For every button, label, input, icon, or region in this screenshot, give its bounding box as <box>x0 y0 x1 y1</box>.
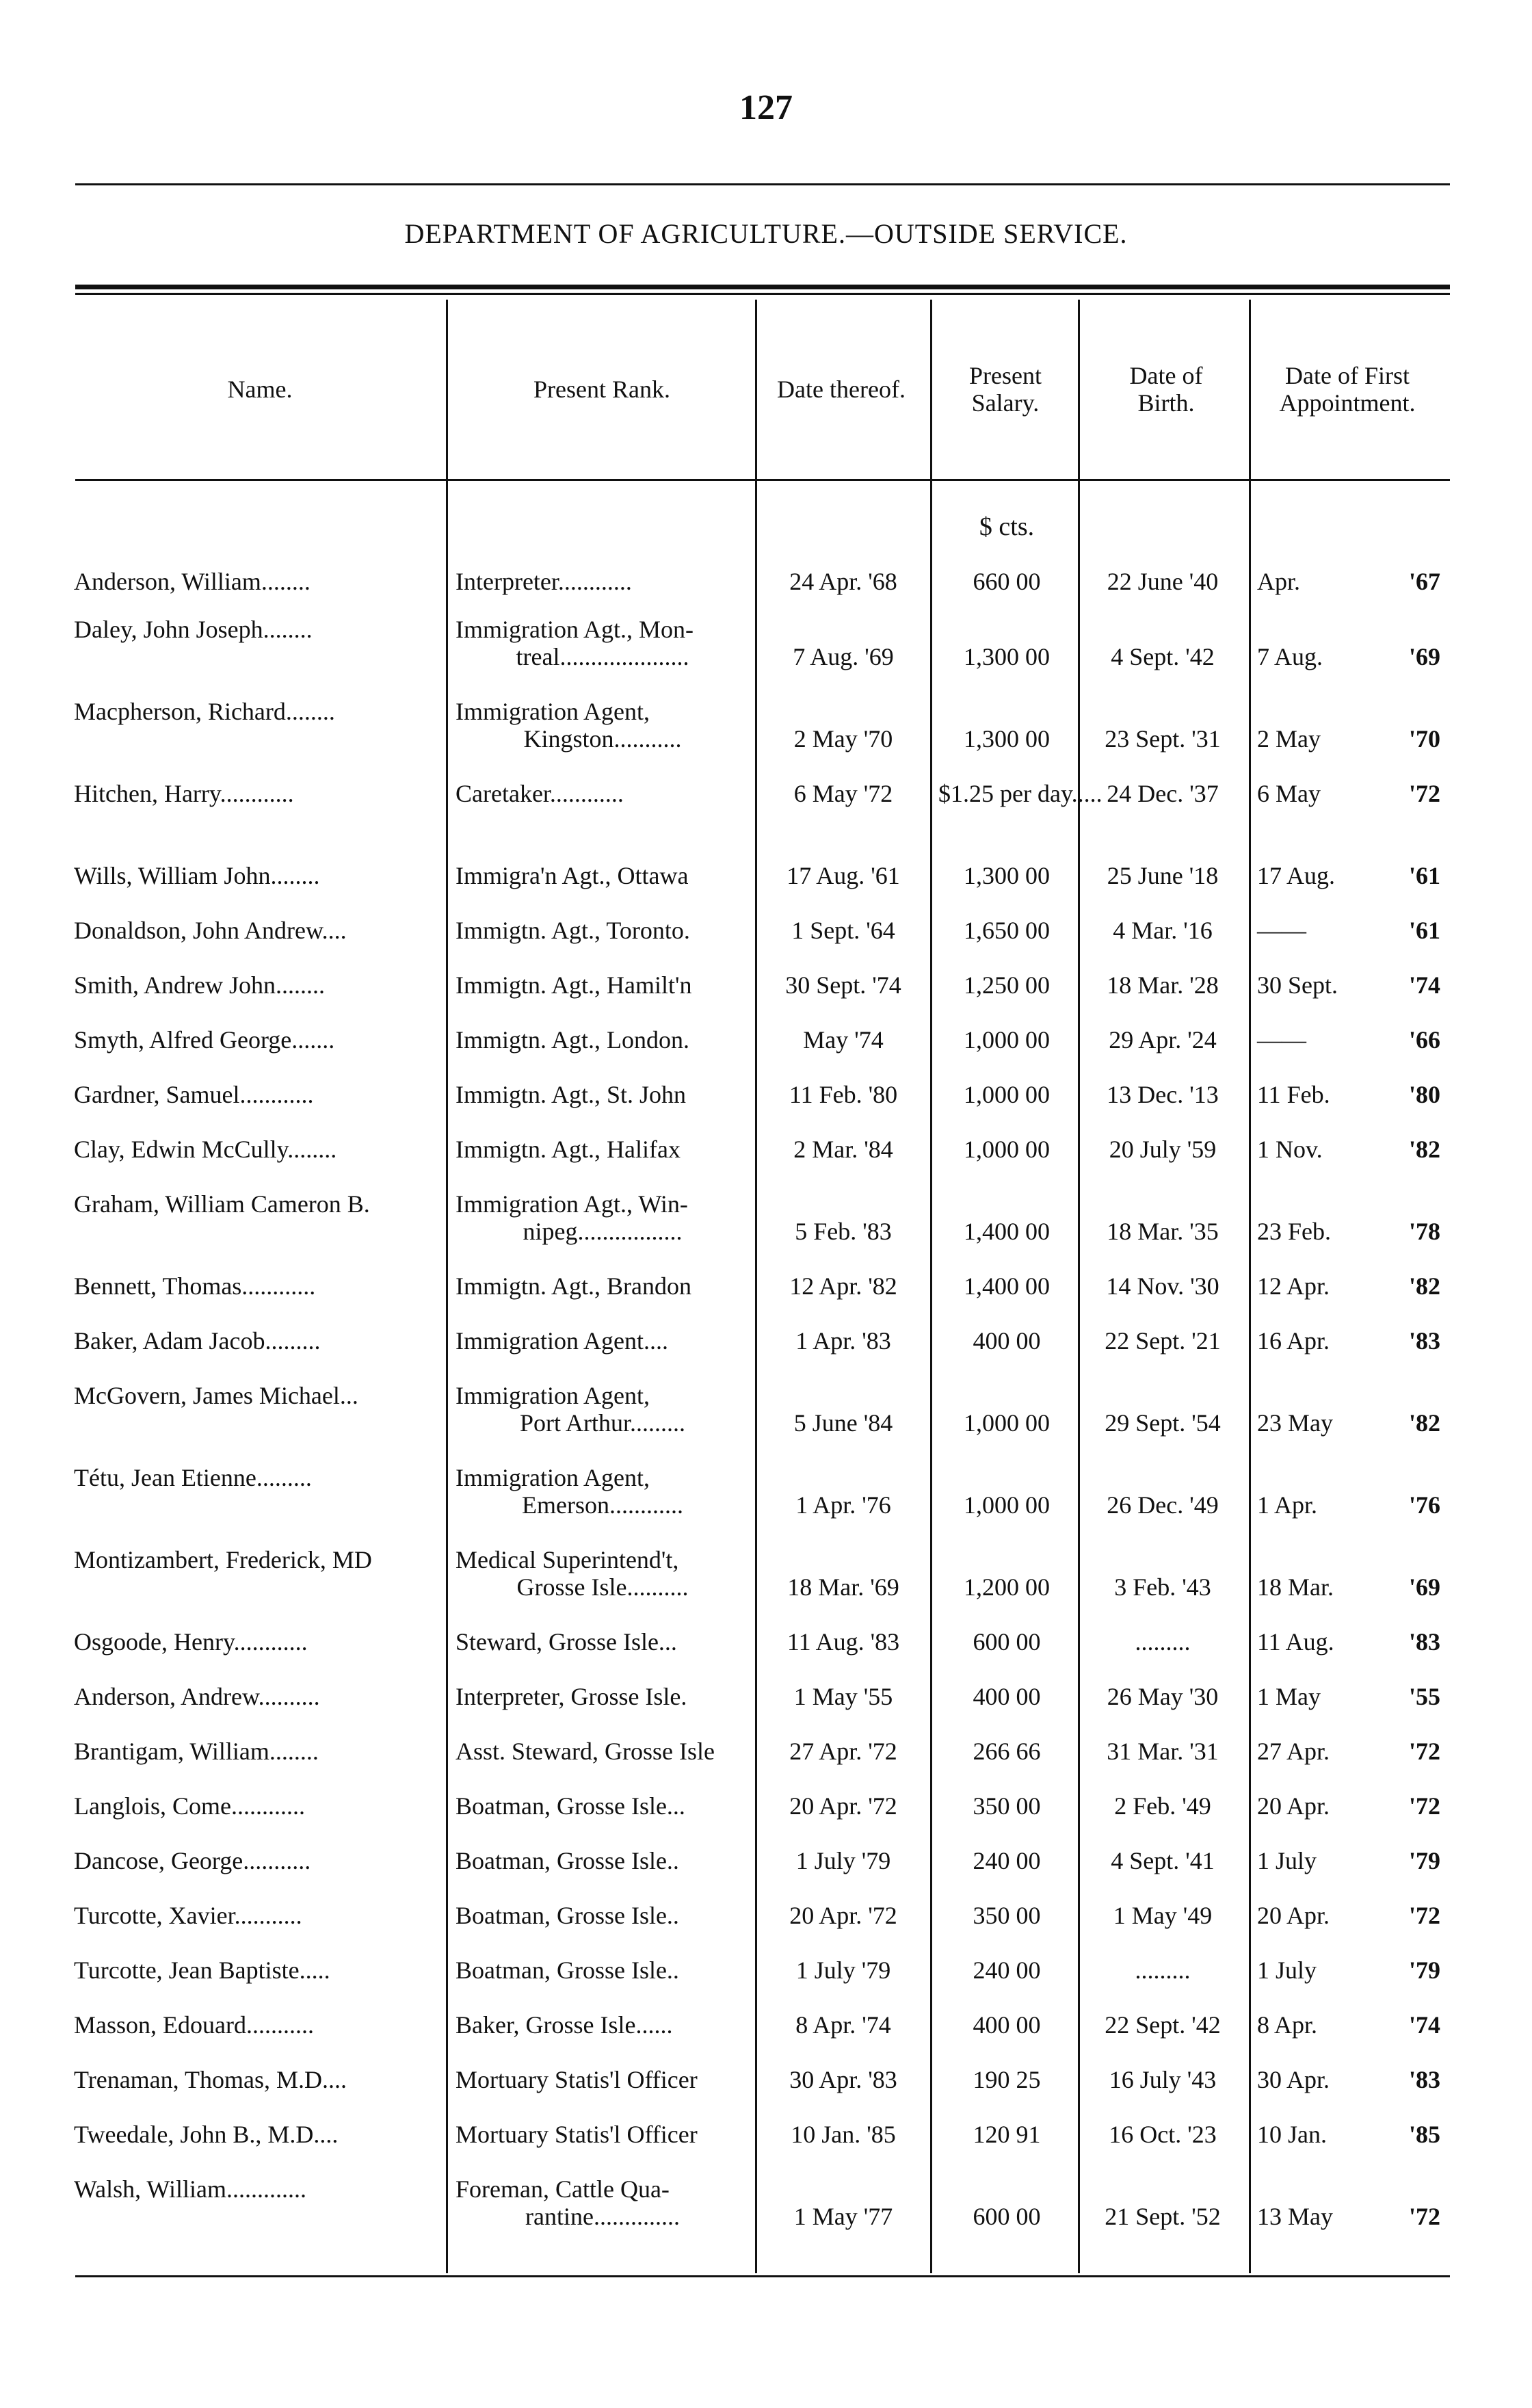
present-rank <box>455 1190 750 1245</box>
present-rank-line1: Boatman, Grosse Isle.. <box>455 1847 679 1874</box>
present-rank <box>455 917 750 944</box>
rank-date: 2 May '70 <box>793 725 893 752</box>
first-appointment-date <box>1257 862 1440 889</box>
first-appointment-date <box>1257 1026 1440 1054</box>
first-appointment-date <box>1257 1956 1440 1984</box>
birth-date: 13 Dec. '13 <box>1107 1081 1219 1108</box>
first-appointment-date <box>1257 1683 1440 1710</box>
rank-date: 20 Apr. '72 <box>789 1792 897 1820</box>
first-appointment-day: 11 Aug. <box>1257 1628 1334 1656</box>
first-appointment-year: '72 <box>1408 1738 1440 1765</box>
present-salary: 400 00 <box>973 1327 1041 1354</box>
present-salary: 1,300 00 <box>964 643 1050 670</box>
column-divider <box>930 300 932 2273</box>
first-appointment-day: 23 Feb. <box>1257 1218 1331 1245</box>
first-appointment-day: 20 Apr. <box>1257 1902 1330 1929</box>
column-divider <box>755 300 757 2273</box>
first-appointment-day: 1 Apr. <box>1257 1491 1318 1519</box>
first-appointment-date <box>1257 1792 1440 1820</box>
employee-name: Trenaman, Thomas, M.D.... <box>74 2066 347 2093</box>
first-appointment-day: 23 May <box>1257 1409 1333 1437</box>
employee-name: Bennett, Thomas............ <box>74 1272 316 1300</box>
present-salary: 1,300 00 <box>964 862 1050 889</box>
first-appointment-year: '82 <box>1408 1272 1440 1300</box>
rank-date: 30 Sept. '74 <box>785 971 901 999</box>
birth-date: 23 Sept. '31 <box>1105 725 1221 752</box>
birth-date: 26 May '30 <box>1107 1683 1219 1710</box>
present-rank-line1: Immigtn. Agt., Hamilt'n <box>455 971 692 999</box>
present-rank-line1: Boatman, Grosse Isle.. <box>455 1956 679 1984</box>
first-appointment-year: '61 <box>1408 862 1440 889</box>
first-appointment-date <box>1257 1272 1440 1300</box>
birth-date: 2 Feb. '49 <box>1114 1792 1211 1820</box>
first-appointment-year: '83 <box>1408 1327 1440 1354</box>
first-appointment-year: '74 <box>1408 971 1440 999</box>
present-rank <box>455 2121 750 2148</box>
birth-date: 26 Dec. '49 <box>1107 1491 1219 1519</box>
rank-date: 6 May '72 <box>793 780 893 807</box>
present-rank-line2: Port Arthur......... <box>519 1409 685 1437</box>
present-salary: 1,000 00 <box>964 1026 1050 1054</box>
present-rank-line1: Foreman, Cattle Qua- <box>455 2175 670 2203</box>
first-appointment-day: 1 May <box>1257 1683 1321 1710</box>
present-rank <box>455 862 750 889</box>
present-rank-line1: Immigtn. Agt., Halifax <box>455 1136 681 1163</box>
first-appointment-day: 20 Apr. <box>1257 1792 1330 1820</box>
first-appointment-day: 8 Apr. <box>1257 2011 1318 2039</box>
rank-date: 17 Aug. '61 <box>787 862 900 889</box>
present-salary: 1,400 00 <box>964 1218 1050 1245</box>
present-salary: 1,400 00 <box>964 1272 1050 1300</box>
employee-name: Dancose, George........... <box>74 1847 311 1874</box>
first-appointment-year: '72 <box>1408 780 1440 807</box>
present-rank-line1: Immigtn. Agt., Toronto. <box>455 917 690 944</box>
birth-date: 25 June '18 <box>1107 862 1219 889</box>
present-salary: 1,650 00 <box>964 917 1050 944</box>
first-appointment-year: '76 <box>1408 1491 1440 1519</box>
present-rank-line1: Asst. Steward, Grosse Isle <box>455 1738 715 1765</box>
present-rank-line2: Emerson............ <box>522 1491 683 1519</box>
present-rank <box>455 1546 750 1601</box>
present-salary: 350 00 <box>973 1792 1041 1820</box>
present-rank-line1: Boatman, Grosse Isle... <box>455 1792 685 1820</box>
first-appointment-date <box>1257 917 1440 944</box>
present-rank <box>455 1382 750 1437</box>
present-salary: 266 66 <box>973 1738 1041 1765</box>
first-appointment-date <box>1257 725 1440 752</box>
employee-name: Masson, Edouard........... <box>74 2011 314 2039</box>
present-rank-line1: Caretaker............ <box>455 780 624 807</box>
present-rank <box>455 1683 750 1710</box>
first-appointment-day: 6 May <box>1257 780 1321 807</box>
first-appointment-date <box>1257 1136 1440 1163</box>
employee-name: Montizambert, Frederick, MD <box>74 1546 372 1573</box>
present-rank <box>455 1956 750 1984</box>
present-rank-line2: Grosse Isle.......... <box>516 1573 689 1601</box>
present-rank-line1: Immigra'n Agt., Ottawa <box>455 862 689 889</box>
first-appointment-date <box>1257 780 1440 807</box>
rank-date: 1 July '79 <box>795 1956 891 1984</box>
birth-date: 4 Mar. '16 <box>1113 917 1213 944</box>
present-rank <box>455 971 750 999</box>
birth-date: 29 Apr. '24 <box>1109 1026 1217 1054</box>
rank-date: 5 June '84 <box>793 1409 893 1437</box>
employee-name: Brantigam, William........ <box>74 1738 319 1765</box>
employee-name: Osgoode, Henry............ <box>74 1628 308 1656</box>
first-appointment-day: 16 Apr. <box>1257 1327 1330 1354</box>
present-rank <box>455 2011 750 2039</box>
present-rank-line1: Immigration Agent, <box>455 1382 650 1409</box>
rank-date: 18 Mar. '69 <box>787 1573 899 1601</box>
page-title: DEPARTMENT OF AGRICULTURE.—OUTSIDE SERVICE. <box>404 218 1128 249</box>
first-appointment-day: 17 Aug. <box>1257 862 1336 889</box>
present-rank-line1: Medical Superintend't, <box>455 1546 679 1573</box>
birth-date: 22 Sept. '42 <box>1105 2011 1221 2039</box>
first-appointment-date <box>1257 1491 1440 1519</box>
birth-date: 14 Nov. '30 <box>1106 1272 1219 1300</box>
first-appointment-year: '82 <box>1408 1136 1440 1163</box>
present-rank <box>455 2066 750 2093</box>
present-rank <box>455 698 750 752</box>
first-appointment-date <box>1257 1081 1440 1108</box>
first-appointment-year: '78 <box>1408 1218 1440 1245</box>
rank-date: May '74 <box>803 1026 884 1054</box>
rank-date: 2 Mar. '84 <box>793 1136 893 1163</box>
first-appointment-date <box>1257 568 1440 595</box>
first-appointment-date <box>1257 1327 1440 1354</box>
first-appointment-day: 7 Aug. <box>1257 643 1323 670</box>
first-appointment-date <box>1257 1218 1440 1245</box>
first-appointment-year: '72 <box>1408 1902 1440 1929</box>
present-salary: 240 00 <box>973 1847 1041 1874</box>
first-appointment-year: '72 <box>1408 1792 1440 1820</box>
first-appointment-year: '70 <box>1408 725 1440 752</box>
first-appointment-day: 1 July <box>1257 1956 1317 1984</box>
birth-date: 31 Mar. '31 <box>1107 1738 1219 1765</box>
employee-name: Tétu, Jean Etienne......... <box>74 1464 312 1491</box>
first-appointment-day: 1 Nov. <box>1257 1136 1323 1163</box>
present-rank <box>455 1902 750 1929</box>
rank-date: 1 Sept. '64 <box>791 917 895 944</box>
employee-name: Hitchen, Harry............ <box>74 780 294 807</box>
present-rank-line1: Immigration Agent, <box>455 1464 650 1491</box>
employee-name: Walsh, William............. <box>74 2175 306 2203</box>
first-appointment-date <box>1257 2066 1440 2093</box>
first-appointment-year: '79 <box>1408 1956 1440 1984</box>
rank-date: 1 Apr. '76 <box>795 1491 891 1519</box>
first-appointment-day: 11 Feb. <box>1257 1081 1330 1108</box>
present-rank-line1: Immigtn. Agt., Brandon <box>455 1272 691 1300</box>
birth-date: ......... <box>1135 1956 1191 1984</box>
present-rank-line1: Immigration Agt., Mon- <box>455 616 694 643</box>
first-appointment-year: '67 <box>1408 568 1440 595</box>
present-rank <box>455 616 750 670</box>
present-rank-line1: Immigration Agent, <box>455 698 650 725</box>
birth-date: 16 Oct. '23 <box>1109 2121 1217 2148</box>
birth-date: 29 Sept. '54 <box>1105 1409 1221 1437</box>
present-salary: 600 00 <box>973 1628 1041 1656</box>
rank-date: 1 May '77 <box>793 2203 893 2230</box>
present-salary: 120 91 <box>973 2121 1041 2148</box>
first-appointment-date <box>1257 1902 1440 1929</box>
column-divider <box>1249 300 1251 2273</box>
present-rank <box>455 1847 750 1874</box>
present-rank <box>455 1327 750 1354</box>
first-appointment-day: Apr. <box>1257 568 1300 595</box>
rank-date: 5 Feb. '83 <box>795 1218 892 1245</box>
rank-date: 20 Apr. '72 <box>789 1902 897 1929</box>
rank-date: 11 Feb. '80 <box>789 1081 898 1108</box>
employee-name: Smith, Andrew John........ <box>74 971 326 999</box>
first-appointment-day: —— <box>1257 1026 1306 1054</box>
first-appointment-day: 30 Apr. <box>1257 2066 1330 2093</box>
present-rank <box>455 1026 750 1054</box>
first-appointment-date <box>1257 1409 1440 1437</box>
birth-date: 3 Feb. '43 <box>1114 1573 1211 1601</box>
first-appointment-year: '55 <box>1408 1683 1440 1710</box>
present-rank-line1: Boatman, Grosse Isle.. <box>455 1902 679 1929</box>
first-appointment-year: '61 <box>1408 917 1440 944</box>
present-rank-line1: Immigtn. Agt., London. <box>455 1026 689 1054</box>
page-number: 127 <box>739 88 793 127</box>
present-rank-line2: rantine.............. <box>525 2203 680 2230</box>
rank-date: 24 Apr. '68 <box>789 568 897 595</box>
present-rank-line1: Baker, Grosse Isle...... <box>455 2011 673 2039</box>
birth-date: 22 June '40 <box>1107 568 1219 595</box>
employee-name: Daley, John Joseph........ <box>74 616 313 643</box>
present-salary: 660 00 <box>973 568 1041 595</box>
present-rank-line1: Interpreter............ <box>455 568 632 595</box>
present-rank-line1: Immigtn. Agt., St. John <box>455 1081 687 1108</box>
rank-date: 7 Aug. '69 <box>793 643 894 670</box>
column-header-rule <box>75 479 1450 481</box>
present-rank <box>455 1464 750 1519</box>
rank-date: 1 May '55 <box>793 1683 893 1710</box>
birth-date: 21 Sept. '52 <box>1105 2203 1221 2230</box>
rank-date: 12 Apr. '82 <box>789 1272 897 1300</box>
present-rank-line1: Immigration Agt., Win- <box>455 1190 688 1218</box>
header-rule-lower <box>75 293 1450 295</box>
present-salary: 1,000 00 <box>964 1491 1050 1519</box>
present-rank-line2: nipeg................. <box>523 1218 683 1245</box>
present-rank-line1: Immigration Agent.... <box>455 1327 668 1354</box>
present-rank <box>455 1792 750 1820</box>
first-appointment-year: '72 <box>1408 2203 1440 2230</box>
present-rank <box>455 568 750 595</box>
column-header-rank: Present Rank. <box>533 376 670 403</box>
rank-date: 8 Apr. '74 <box>795 2011 891 2039</box>
first-appointment-year: '74 <box>1408 2011 1440 2039</box>
present-rank <box>455 1738 750 1765</box>
present-rank-line1: Steward, Grosse Isle... <box>455 1628 677 1656</box>
present-salary: 1,250 00 <box>964 971 1050 999</box>
first-appointment-day: 10 Jan. <box>1257 2121 1327 2148</box>
employee-name: Wills, William John........ <box>74 862 320 889</box>
present-salary: 400 00 <box>973 1683 1041 1710</box>
present-salary: 240 00 <box>973 1956 1041 1984</box>
birth-date: 1 May '49 <box>1113 1902 1213 1929</box>
employee-name: Clay, Edwin McCully........ <box>74 1136 337 1163</box>
present-salary: 190 25 <box>973 2066 1041 2093</box>
present-salary: 400 00 <box>973 2011 1041 2039</box>
column-divider <box>446 300 448 2273</box>
first-appointment-year: '79 <box>1408 1847 1440 1874</box>
present-rank <box>455 780 750 807</box>
present-salary: 1,200 00 <box>964 1573 1050 1601</box>
first-appointment-date <box>1257 2121 1440 2148</box>
employee-name: Turcotte, Xavier........... <box>74 1902 302 1929</box>
first-appointment-date <box>1257 971 1440 999</box>
employee-name: Graham, William Cameron B. <box>74 1190 370 1218</box>
first-appointment-date <box>1257 1738 1440 1765</box>
present-rank <box>455 1628 750 1656</box>
employee-name: Baker, Adam Jacob......... <box>74 1327 321 1354</box>
employee-name: Gardner, Samuel............ <box>74 1081 314 1108</box>
present-salary: $1.25 per day..... <box>938 780 1102 807</box>
first-appointment-year: '69 <box>1408 1573 1440 1601</box>
first-appointment-date <box>1257 2203 1440 2230</box>
bottom-rule <box>75 2275 1450 2277</box>
top-rule <box>75 183 1450 185</box>
present-rank-line1: Mortuary Statis'l Officer <box>455 2121 698 2148</box>
employee-name: McGovern, James Michael... <box>74 1382 358 1409</box>
birth-date: 4 Sept. '41 <box>1111 1847 1215 1874</box>
first-appointment-day: 12 Apr. <box>1257 1272 1330 1300</box>
first-appointment-day: —— <box>1257 917 1306 944</box>
rank-date: 30 Apr. '83 <box>789 2066 897 2093</box>
present-rank <box>455 1136 750 1163</box>
present-rank <box>455 1081 750 1108</box>
first-appointment-date <box>1257 643 1440 670</box>
first-appointment-day: 1 July <box>1257 1847 1317 1874</box>
employee-name: Tweedale, John B., M.D.... <box>74 2121 339 2148</box>
birth-date: 4 Sept. '42 <box>1111 643 1215 670</box>
first-appointment-year: '80 <box>1408 1081 1440 1108</box>
present-salary: 1,000 00 <box>964 1136 1050 1163</box>
rank-date: 11 Aug. '83 <box>787 1628 900 1656</box>
column-header-salary: Present Salary. <box>969 362 1042 417</box>
first-appointment-day: 30 Sept. <box>1257 971 1338 999</box>
column-header-birth: Date of Birth. <box>1129 362 1203 417</box>
birth-date: 18 Mar. '35 <box>1107 1218 1219 1245</box>
birth-date: 22 Sept. '21 <box>1105 1327 1221 1354</box>
employee-name: Smyth, Alfred George....... <box>74 1026 335 1054</box>
birth-date: ......... <box>1135 1628 1191 1656</box>
first-appointment-date <box>1257 1847 1440 1874</box>
employee-name: Anderson, Andrew.......... <box>74 1683 320 1710</box>
rank-date: 1 Apr. '83 <box>795 1327 891 1354</box>
column-header-name: Name. <box>227 376 293 403</box>
first-appointment-year: '83 <box>1408 2066 1440 2093</box>
rank-date: 1 July '79 <box>795 1847 891 1874</box>
first-appointment-day: 2 May <box>1257 725 1321 752</box>
first-appointment-year: '82 <box>1408 1409 1440 1437</box>
salary-unit-label: $ cts. <box>979 512 1035 541</box>
employee-name: Langlois, Come............ <box>74 1792 305 1820</box>
present-rank <box>455 2175 750 2230</box>
employee-name: Macpherson, Richard........ <box>74 698 335 725</box>
column-header-first-appointment: Date of First Appointment. <box>1279 362 1416 417</box>
present-salary: 600 00 <box>973 2203 1041 2230</box>
header-double-rule <box>75 285 1450 289</box>
present-salary: 1,000 00 <box>964 1081 1050 1108</box>
present-rank-line2: treal..................... <box>516 643 689 670</box>
birth-date: 20 July '59 <box>1109 1136 1217 1163</box>
rank-date: 27 Apr. '72 <box>789 1738 897 1765</box>
employee-name: Donaldson, John Andrew.... <box>74 917 347 944</box>
present-rank <box>455 1272 750 1300</box>
present-salary: 1,000 00 <box>964 1409 1050 1437</box>
present-salary: 1,300 00 <box>964 725 1050 752</box>
present-salary: 350 00 <box>973 1902 1041 1929</box>
first-appointment-year: '69 <box>1408 643 1440 670</box>
birth-date: 18 Mar. '28 <box>1107 971 1219 999</box>
birth-date: 16 July '43 <box>1109 2066 1217 2093</box>
birth-date: 24 Dec. '37 <box>1107 780 1219 807</box>
rank-date: 10 Jan. '85 <box>791 2121 896 2148</box>
first-appointment-date <box>1257 2011 1440 2039</box>
first-appointment-year: '85 <box>1408 2121 1440 2148</box>
first-appointment-date <box>1257 1573 1440 1601</box>
column-divider <box>1078 300 1080 2273</box>
first-appointment-day: 18 Mar. <box>1257 1573 1334 1601</box>
present-rank-line2: Kingston........... <box>523 725 682 752</box>
present-rank-line1: Interpreter, Grosse Isle. <box>455 1683 687 1710</box>
column-header-date: Date thereof. <box>777 376 906 403</box>
first-appointment-date <box>1257 1628 1440 1656</box>
employee-name: Turcotte, Jean Baptiste..... <box>74 1956 330 1984</box>
first-appointment-year: '83 <box>1408 1628 1440 1656</box>
first-appointment-year: '66 <box>1408 1026 1440 1054</box>
employee-name: Anderson, William........ <box>74 568 311 595</box>
present-rank-line1: Mortuary Statis'l Officer <box>455 2066 698 2093</box>
first-appointment-day: 27 Apr. <box>1257 1738 1330 1765</box>
first-appointment-day: 13 May <box>1257 2203 1333 2230</box>
